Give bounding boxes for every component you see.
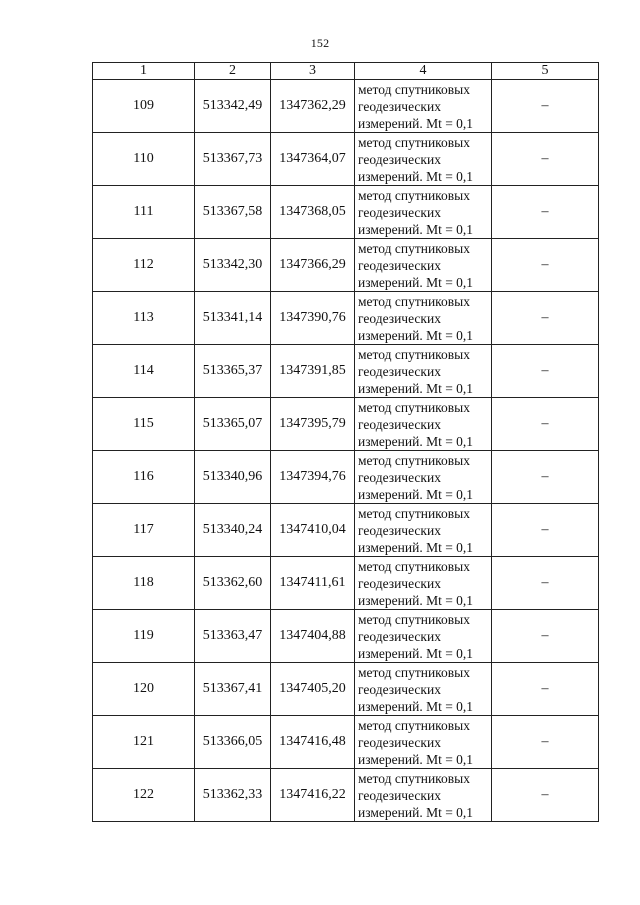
- method-line: метод спутниковых: [358, 664, 470, 680]
- method-line: геодезических: [358, 363, 441, 379]
- method-line: геодезических: [358, 204, 441, 220]
- note-cell: –: [492, 504, 599, 557]
- table-row: [93, 769, 599, 822]
- method-cell: [355, 292, 492, 345]
- table-body: [93, 80, 599, 822]
- method-cell: [355, 133, 492, 186]
- method-line: измерений. Mt = 0,1: [358, 380, 474, 396]
- y-coordinate-cell: 1347394,76: [271, 451, 355, 504]
- page-number: 152: [310, 36, 330, 50]
- table-row: [93, 80, 599, 133]
- table-row: [93, 557, 599, 610]
- y-coordinate-cell: 1347395,79: [271, 398, 355, 451]
- point-number-cell: 119: [93, 610, 195, 663]
- note-cell: –: [492, 345, 599, 398]
- y-coordinate-cell: 1347390,76: [271, 292, 355, 345]
- header-col-5: 5: [492, 63, 599, 80]
- method-line: геодезических: [358, 310, 441, 326]
- x-coordinate-cell: 513342,49: [195, 80, 271, 133]
- x-coordinate-cell: 513342,30: [195, 239, 271, 292]
- y-coordinate-cell: 1347411,61: [271, 557, 355, 610]
- point-number-cell: 116: [93, 451, 195, 504]
- method-line: метод спутниковых: [358, 452, 470, 468]
- method-line: геодезических: [358, 469, 441, 485]
- y-coordinate-cell: 1347364,07: [271, 133, 355, 186]
- x-coordinate-cell: 513362,33: [195, 769, 271, 822]
- method-line: метод спутниковых: [358, 346, 470, 362]
- note-cell: –: [492, 557, 599, 610]
- method-line: измерений. Mt = 0,1: [358, 592, 474, 608]
- method-line: метод спутниковых: [358, 558, 470, 574]
- point-number-cell: 120: [93, 663, 195, 716]
- point-number-cell: 121: [93, 716, 195, 769]
- header-col-2: 2: [195, 63, 271, 80]
- table-row: [93, 663, 599, 716]
- note-cell: –: [492, 610, 599, 663]
- method-line: геодезических: [358, 681, 441, 697]
- point-number-cell: 117: [93, 504, 195, 557]
- x-coordinate-cell: 513341,14: [195, 292, 271, 345]
- method-cell: [355, 451, 492, 504]
- y-coordinate-cell: 1347362,29: [271, 80, 355, 133]
- method-line: геодезических: [358, 257, 441, 273]
- method-line: измерений. Mt = 0,1: [358, 645, 474, 661]
- y-coordinate-cell: 1347404,88: [271, 610, 355, 663]
- method-line: измерений. Mt = 0,1: [358, 486, 474, 502]
- method-cell: [355, 80, 492, 133]
- method-line: метод спутниковых: [358, 399, 470, 415]
- note-cell: –: [492, 663, 599, 716]
- method-line: измерений. Mt = 0,1: [358, 168, 474, 184]
- note-cell: –: [492, 769, 599, 822]
- method-line: геодезических: [358, 98, 441, 114]
- table-row: [93, 345, 599, 398]
- method-cell: [355, 769, 492, 822]
- method-line: метод спутниковых: [358, 293, 470, 309]
- y-coordinate-cell: 1347405,20: [271, 663, 355, 716]
- table-row: [93, 451, 599, 504]
- point-number-cell: 113: [93, 292, 195, 345]
- header-col-3: 3: [271, 63, 355, 80]
- header-col-1: 1: [93, 63, 195, 80]
- method-cell: [355, 345, 492, 398]
- method-line: измерений. Mt = 0,1: [358, 274, 474, 290]
- header-col-4: 4: [355, 63, 492, 80]
- point-number-cell: 110: [93, 133, 195, 186]
- method-line: метод спутниковых: [358, 717, 470, 733]
- method-cell: [355, 186, 492, 239]
- y-coordinate-cell: 1347366,29: [271, 239, 355, 292]
- x-coordinate-cell: 513365,07: [195, 398, 271, 451]
- method-line: метод спутниковых: [358, 240, 470, 256]
- method-line: метод спутниковых: [358, 505, 470, 521]
- method-line: измерений. Mt = 0,1: [358, 327, 474, 343]
- method-cell: [355, 610, 492, 663]
- method-line: геодезических: [358, 575, 441, 591]
- method-cell: [355, 557, 492, 610]
- table-row: [93, 133, 599, 186]
- y-coordinate-cell: 1347391,85: [271, 345, 355, 398]
- method-line: геодезических: [358, 787, 441, 803]
- method-line: геодезических: [358, 628, 441, 644]
- method-cell: [355, 239, 492, 292]
- method-cell: [355, 504, 492, 557]
- note-cell: –: [492, 186, 599, 239]
- method-line: метод спутниковых: [358, 81, 470, 97]
- method-line: геодезических: [358, 151, 441, 167]
- method-line: метод спутниковых: [358, 770, 470, 786]
- method-cell: [355, 663, 492, 716]
- table-row: [93, 716, 599, 769]
- note-cell: –: [492, 716, 599, 769]
- y-coordinate-cell: 1347416,48: [271, 716, 355, 769]
- x-coordinate-cell: 513365,37: [195, 345, 271, 398]
- x-coordinate-cell: 513367,41: [195, 663, 271, 716]
- header-row: [93, 63, 599, 80]
- method-line: измерений. Mt = 0,1: [358, 433, 474, 449]
- note-cell: –: [492, 133, 599, 186]
- method-line: измерений. Mt = 0,1: [358, 221, 474, 237]
- y-coordinate-cell: 1347368,05: [271, 186, 355, 239]
- x-coordinate-cell: 513366,05: [195, 716, 271, 769]
- point-number-cell: 122: [93, 769, 195, 822]
- table-header: [93, 63, 599, 80]
- coordinates-table: [92, 62, 599, 822]
- table-row: [93, 610, 599, 663]
- method-cell: [355, 398, 492, 451]
- table-row: [93, 292, 599, 345]
- point-number-cell: 114: [93, 345, 195, 398]
- table-row: [93, 186, 599, 239]
- method-line: измерений. Mt = 0,1: [358, 698, 474, 714]
- method-line: измерений. Mt = 0,1: [358, 751, 474, 767]
- x-coordinate-cell: 513340,24: [195, 504, 271, 557]
- method-line: измерений. Mt = 0,1: [358, 539, 474, 555]
- table-row: [93, 239, 599, 292]
- method-line: геодезических: [358, 522, 441, 538]
- note-cell: –: [492, 239, 599, 292]
- x-coordinate-cell: 513340,96: [195, 451, 271, 504]
- note-cell: –: [492, 80, 599, 133]
- method-line: метод спутниковых: [358, 134, 470, 150]
- method-line: измерений. Mt = 0,1: [358, 804, 474, 820]
- point-number-cell: 109: [93, 80, 195, 133]
- x-coordinate-cell: 513363,47: [195, 610, 271, 663]
- method-line: измерений. Mt = 0,1: [358, 115, 474, 131]
- point-number-cell: 111: [93, 186, 195, 239]
- method-line: метод спутниковых: [358, 611, 470, 627]
- note-cell: –: [492, 398, 599, 451]
- method-line: метод спутниковых: [358, 187, 470, 203]
- note-cell: –: [492, 451, 599, 504]
- table-row: [93, 504, 599, 557]
- point-number-cell: 112: [93, 239, 195, 292]
- method-line: геодезических: [358, 734, 441, 750]
- y-coordinate-cell: 1347416,22: [271, 769, 355, 822]
- point-number-cell: 115: [93, 398, 195, 451]
- method-line: геодезических: [358, 416, 441, 432]
- y-coordinate-cell: 1347410,04: [271, 504, 355, 557]
- x-coordinate-cell: 513367,58: [195, 186, 271, 239]
- note-cell: –: [492, 292, 599, 345]
- x-coordinate-cell: 513367,73: [195, 133, 271, 186]
- method-cell: [355, 716, 492, 769]
- point-number-cell: 118: [93, 557, 195, 610]
- table-row: [93, 398, 599, 451]
- x-coordinate-cell: 513362,60: [195, 557, 271, 610]
